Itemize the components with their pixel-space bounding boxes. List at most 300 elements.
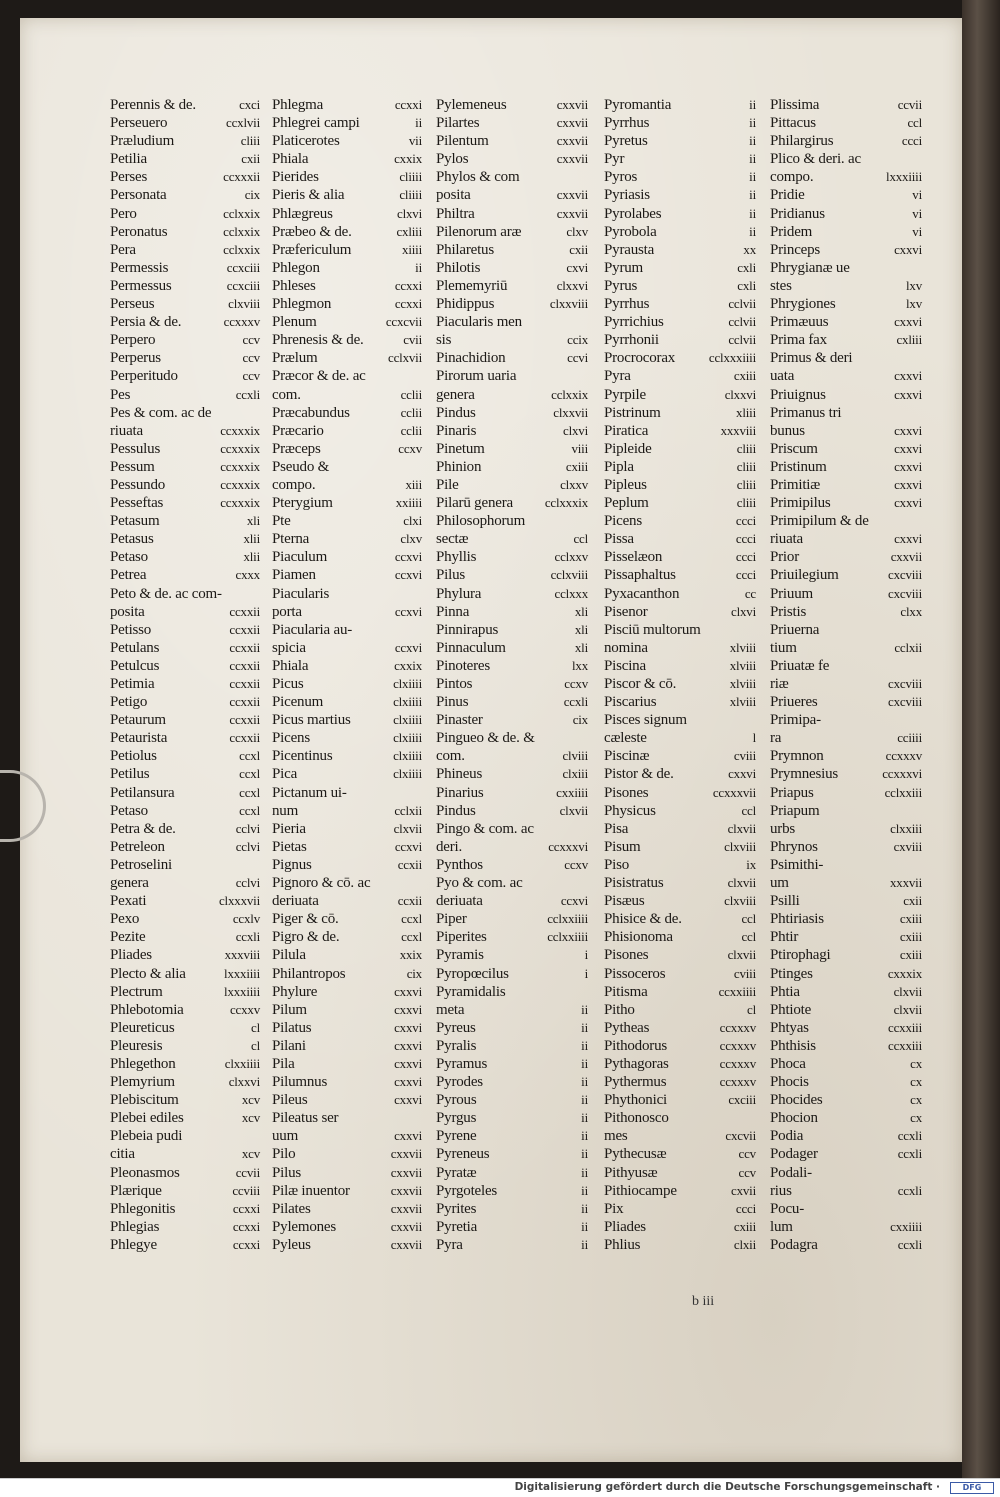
index-entry [436,186,588,204]
index-page-ref: ccxii [397,856,422,872]
index-page-ref: ccci [735,513,756,529]
index-term: Pilates [272,1200,311,1217]
index-entry [272,1109,422,1127]
index-entry [110,838,260,856]
index-term: Permessus [110,277,172,294]
index-entry [110,241,260,259]
index-term: posita [436,187,471,204]
index-page-ref: clxxvi [724,386,756,402]
book-spine [962,0,1000,1478]
index-term: Pieris & alia [272,187,345,204]
index-page-ref: cx [910,1092,922,1108]
index-term: Pyramus [436,1055,488,1072]
index-term: Pinus [436,694,469,711]
index-term: Phtiriasis [770,911,824,928]
index-page-ref: ccix [567,332,588,348]
index-term: Piratica [604,422,649,439]
index-term: Pilula [272,947,306,964]
index-entry [604,928,756,946]
index-page-ref: cxii [569,241,588,257]
index-page-ref: cclvii [728,296,756,312]
index-entry [110,1218,260,1236]
index-entry [604,892,756,910]
index-entry [110,313,260,331]
index-page-ref: cxiii [899,911,922,927]
index-entry [770,1218,922,1236]
index-entry [604,856,756,874]
index-page-ref: clxxxvii [218,893,260,909]
index-term: Phleses [272,277,316,294]
index-entry [604,711,756,729]
index-term: Priapum [770,802,820,819]
index-page-ref: ii [581,1110,588,1126]
index-entry [770,729,922,747]
index-term: Pisistratus [604,875,664,892]
index-entry [770,512,922,530]
index-entry [110,494,260,512]
index-entry [436,928,588,946]
index-entry [110,784,260,802]
index-term: Pyreneus [436,1146,490,1163]
index-entry [272,747,422,765]
index-term: Pythecusæ [604,1146,667,1163]
index-term: Priuerna [770,621,820,638]
index-term: Perperus [110,350,161,367]
index-page-ref: cxxvi [894,495,922,511]
index-entry [604,223,756,241]
index-page-ref: cliii [736,440,756,456]
index-page-ref: ccxv [398,440,422,456]
index-page-ref: cclvii [728,332,756,348]
index-entry [272,585,422,603]
index-page-ref: clxviii [724,893,756,909]
index-entry [272,367,422,385]
index-page-ref: cclvi [235,875,260,891]
index-entry [272,965,422,983]
index-entry [770,784,922,802]
index-term: Primitiæ [770,476,821,493]
index-page-ref: ccxli [235,386,260,402]
index-entry [770,168,922,186]
index-page-ref: ccci [735,567,756,583]
index-term: Phidippus [436,296,495,313]
index-entry [604,802,756,820]
index-entry [436,621,588,639]
index-page-ref: ii [581,1037,588,1053]
index-term: Perpero [110,332,156,349]
index-term: Pilo [272,1146,296,1163]
index-term: Pseudo & [272,458,330,475]
index-entry [436,458,588,476]
index-term: Pexo [110,911,140,928]
index-page-ref: cxxvi [894,476,922,492]
index-entry [770,585,922,603]
index-term: Pitho [604,1001,635,1018]
index-term: Pyrobola [604,223,657,240]
index-page-ref: cix [406,965,422,981]
index-term: cæleste [604,730,647,747]
index-term: Pridianus [770,205,825,222]
index-term: Pocu- [770,1200,804,1217]
index-entry [272,1037,422,1055]
index-term: com. [272,386,301,403]
index-page-ref: cl [747,1001,756,1017]
index-term: Podager [770,1146,818,1163]
index-page-ref: cxxvii [390,1164,422,1180]
index-entry [436,856,588,874]
index-term: Phtia [770,983,800,1000]
index-entry [110,331,260,349]
index-page-ref: ccxxii [229,730,260,746]
index-term: ra [770,730,782,747]
index-page-ref: cliii [736,495,756,511]
index-page-ref: ccxxii [229,603,260,619]
index-entry [770,530,922,548]
index-page-ref: cliii [240,133,260,149]
index-term: Phtyas [770,1019,809,1036]
index-entry [604,1236,756,1254]
index-entry [436,168,588,186]
index-entry [110,96,260,114]
index-term: Primipilus [770,495,831,512]
index-page-ref: lxv [905,296,922,312]
index-entry [110,259,260,277]
index-term: Picens [272,730,310,747]
index-term: Procrocorax [604,350,676,367]
index-entry [770,422,922,440]
index-page-ref: clxx [900,603,922,619]
index-entry [110,765,260,783]
index-page-ref: ccxl [239,766,260,782]
index-term: Princeps [770,241,821,258]
index-entry [272,150,422,168]
index-entry [604,386,756,404]
index-term: Pyleus [272,1236,311,1253]
index-page-ref: ccxl [239,784,260,800]
index-page-ref: ii [581,1001,588,1017]
index-page-ref: ccxxiii [888,1019,922,1035]
index-term: Phlegmon [272,296,332,313]
book-page [20,18,962,1462]
index-entry [436,693,588,711]
index-page-ref: ccxvi [394,603,422,619]
index-term: Petilansura [110,784,175,801]
index-term: Petisso [110,621,152,638]
index-term: Pyrous [436,1092,477,1109]
index-entry [436,313,588,331]
index-page-ref: ccxvi [394,639,422,655]
index-term: Pyralis [436,1037,477,1054]
index-entry [272,349,422,367]
index-term: Psimithi- [770,856,824,873]
index-term: Pyromantia [604,97,672,113]
index-term: Pilarū genera [436,495,513,512]
index-entry [436,585,588,603]
index-term: Philtra [436,205,475,222]
index-entry [272,711,422,729]
index-page-ref: ccxxxix [220,476,260,492]
index-term: Præcario [272,422,324,439]
index-entry [110,566,260,584]
index-entry [604,1164,756,1182]
index-page-ref: clxvii [727,875,756,891]
index-term: Pes [110,386,131,403]
index-term: Pix [604,1200,624,1217]
index-entry [272,259,422,277]
index-entry [436,331,588,349]
index-term: Phlegye [110,1236,157,1253]
index-page-ref: ii [581,1218,588,1234]
index-page-ref: cclxviii [550,567,588,583]
index-entry [604,512,756,530]
index-term: Pyrrhus [604,115,650,132]
index-term: Piscor & cō. [604,676,677,692]
index-entry [436,946,588,964]
index-entry [110,1019,260,1037]
index-entry [770,1091,922,1109]
index-entry [604,349,756,367]
index-entry [272,404,422,422]
index-columns [110,96,940,1276]
index-page-ref: ccci [901,133,922,149]
index-term: Perennis & de. [110,97,196,113]
index-term: Piamen [272,567,316,584]
index-term: Petaso [110,802,148,819]
index-entry [436,983,588,1001]
index-entry [436,1164,588,1182]
index-page-ref: xxxviii [224,947,260,963]
index-term: Pisones [604,947,649,964]
index-entry [604,150,756,168]
index-page-ref: ii [581,1164,588,1180]
index-term: Pinnaculum [436,639,506,656]
index-term: Pyropœcilus [436,965,509,982]
index-term: Pylemeneus [436,97,507,113]
index-entry [272,1145,422,1163]
index-term: Philosophorum [436,513,526,530]
index-entry [272,223,422,241]
index-entry [272,765,422,783]
index-page-ref: ccxli [897,1128,922,1144]
index-entry [436,404,588,422]
index-term: Piacularis [272,585,330,602]
index-page-ref: cciiii [897,730,922,746]
index-page-ref: clxxvi [556,277,588,293]
index-entry [770,114,922,132]
index-page-ref: ccxli [563,694,588,710]
index-page-ref: clxvii [727,820,756,836]
index-term: Peronatus [110,223,168,240]
index-term: Pleonasmos [110,1164,180,1181]
index-term: Pissaphaltus [604,567,676,584]
index-page-ref: cxxvii [556,115,588,131]
index-entry [604,422,756,440]
index-term: Præbeo & de. [272,223,352,240]
index-page-ref: ccxl [401,911,422,927]
index-entry [110,114,260,132]
index-column-1 [110,96,260,1254]
index-entry [272,422,422,440]
index-entry [770,983,922,1001]
index-term: Pieria [272,820,306,837]
index-term: Pisa [604,820,629,837]
index-term: Pinaris [436,422,477,439]
index-entry [436,675,588,693]
index-entry [110,874,260,892]
index-page-ref: cxxvii [556,133,588,149]
index-term: Petilus [110,766,150,783]
index-entry [436,1019,588,1037]
index-term: Pyrrichius [604,314,664,331]
index-term: Podia [770,1128,804,1145]
index-entry [770,458,922,476]
index-entry [436,277,588,295]
index-page-ref: cxiii [733,1218,756,1234]
index-entry [770,295,922,313]
index-entry [770,241,922,259]
index-term: Picentinus [272,748,333,765]
index-page-ref: ccxxxvii [712,784,756,800]
index-entry [604,1091,756,1109]
index-entry [272,205,422,223]
index-page-ref: ccci [735,549,756,565]
index-entry [604,729,756,747]
index-page-ref: clxvii [893,1001,922,1017]
index-term: Piscina [604,657,646,674]
index-term: Pilumnus [272,1074,328,1091]
index-page-ref: cxxix [394,657,422,673]
index-term: Pythagoras [604,1055,669,1072]
index-term: Prior [770,549,800,566]
index-entry [604,639,756,657]
index-entry [110,802,260,820]
index-term: Phylura [436,585,482,602]
index-entry [604,277,756,295]
index-term: um [770,875,789,892]
index-page-ref: cxxvi [394,1019,422,1035]
index-term: Pristinum [770,458,827,475]
index-entry [272,802,422,820]
index-column-4 [604,96,756,1254]
index-page-ref: cclxvii [388,350,422,366]
index-term: Plebeia pudi [110,1128,183,1145]
index-entry [272,96,422,114]
index-term: Pristis [770,603,807,620]
index-term: Phlegon [272,259,320,276]
index-term: Præcor & de. ac [272,368,366,385]
index-entry [110,349,260,367]
index-entry [110,657,260,675]
index-term: rius [770,1182,792,1199]
index-entry [272,820,422,838]
index-entry [110,168,260,186]
index-entry [272,856,422,874]
index-term: Petilia [110,151,147,168]
index-entry [604,765,756,783]
index-term: Primanus tri [770,404,842,421]
index-term: Physicus [604,802,656,819]
index-term: Priuignus [770,386,826,403]
dfg-logo: DFG [950,1482,994,1494]
index-term: Plectrum [110,983,163,1000]
index-entry [436,784,588,802]
index-page-ref: cclxxv [554,549,588,565]
index-page-ref: cliiii [399,169,422,185]
index-term: Pyretus [604,133,648,150]
index-entry [436,965,588,983]
index-entry [770,1145,922,1163]
index-page-ref: clxvi [731,603,756,619]
index-term: Pes & com. ac de [110,404,212,421]
index-term: riuata [110,422,143,439]
index-entry [272,476,422,494]
index-term: Pleureticus [110,1019,175,1036]
index-term: uata [770,368,795,385]
index-term: Psilli [770,893,800,910]
index-entry [604,820,756,838]
index-entry [272,512,422,530]
index-entry [272,168,422,186]
index-page-ref: cl [251,1019,260,1035]
index-term: Pile [436,476,459,493]
index-term: Petaso [110,549,148,566]
index-entry [272,1073,422,1091]
index-page-ref: ii [581,1128,588,1144]
index-entry [770,205,922,223]
index-entry [770,874,922,892]
index-entry [110,277,260,295]
index-entry [110,1182,260,1200]
index-term: Ptirophagi [770,947,831,964]
index-entry [770,1037,922,1055]
index-page-ref: cxcviii [888,585,922,601]
index-page-ref: ccxxii [229,621,260,637]
index-term: Phthisis [770,1037,816,1054]
index-entry [436,802,588,820]
index-term: Philotis [436,259,481,276]
index-entry [110,928,260,946]
index-page-ref: cclvii [728,314,756,330]
index-term: Pyrus [604,277,638,294]
index-page-ref: clxvii [393,820,422,836]
index-term: Pindus [436,802,476,819]
index-term: Pithodorus [604,1037,668,1054]
index-term: Pisenor [604,603,648,620]
index-term: Præfericulum [272,241,352,258]
index-term: Picenum [272,694,324,711]
index-term: Philantropos [272,965,346,982]
index-term: Prymnesius [770,766,839,783]
index-entry [436,1200,588,1218]
index-page-ref: ccxxxix [220,422,260,438]
index-entry [770,802,922,820]
index-page-ref: ccxxiiii [718,983,756,999]
index-entry [604,1073,756,1091]
index-page-ref: ccxxi [232,1200,260,1216]
index-page-ref: ccxlvii [226,115,260,131]
index-page-ref: ccxxi [394,296,422,312]
index-entry [770,820,922,838]
index-entry [272,892,422,910]
index-entry [436,223,588,241]
index-page-ref: cxxvi [394,983,422,999]
index-page-ref: ccxxxv [719,1055,756,1071]
index-page-ref: ccxxxix [220,458,260,474]
index-page-ref: cxii [241,151,260,167]
index-entry [272,1182,422,1200]
index-term: Pilatus [272,1019,312,1036]
index-page-ref: clxxviii [549,296,588,312]
